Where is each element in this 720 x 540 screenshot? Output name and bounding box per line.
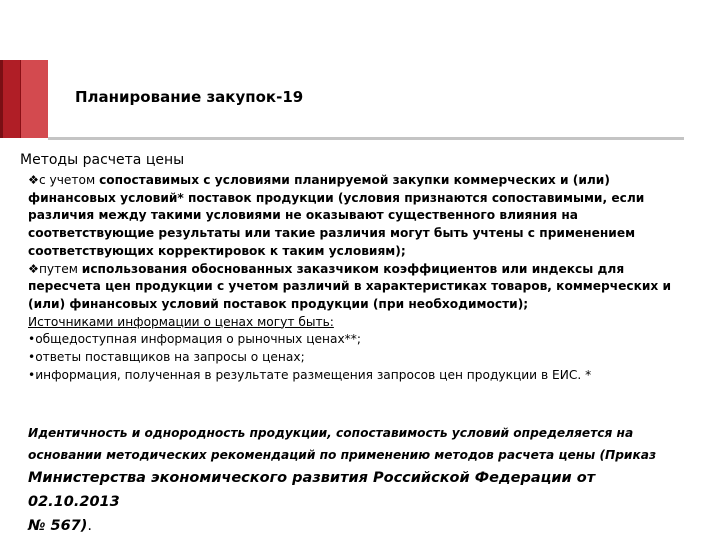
footnote-line xyxy=(28,514,688,538)
footnote-line: основании методических рекомендаций по применению методов расчета цены (Приказ xyxy=(28,448,657,462)
diamond-bullet-icon: ❖ xyxy=(28,261,39,276)
footnote xyxy=(28,422,688,538)
content-block xyxy=(28,172,698,384)
method-lead: с учетом xyxy=(38,173,100,187)
section-subtitle: Методы расчета цены xyxy=(20,152,185,168)
source-item: •информация, полученная в результате размещения запросов цен продукции в ЕИС. * xyxy=(28,367,592,382)
source-item: •общедоступная информация о рыночных ценах**; xyxy=(28,332,361,347)
diamond-bullet-icon: ❖ xyxy=(28,173,39,187)
footnote-line: Министерства экономического развития Российской Федерации от 02.10.2013 xyxy=(28,470,596,510)
footnote-end: . xyxy=(87,518,92,534)
method-text: сопоставимых с условиями планируемой закупки коммерческих и (или) финансовых условий* поставок продукции (условия признаются сопоставимыми, если различия между такими условиями не оказывают существенного влияния на соответствующие результаты или такие различия могут быть учтены с применением соответствующих корректировок к таким условиям); xyxy=(28,173,645,258)
method-text: использования обоснованных заказчиком коэффициентов или индексы для пересчета цен продукции с учетом различий в характеристиках товаров, коммерческих и (или) финансовых условий поставок продукции (при необходимости); xyxy=(28,261,672,311)
title-divider xyxy=(48,137,684,140)
method-lead: путем xyxy=(38,261,82,276)
page-title: Планирование закупок-19 xyxy=(75,88,304,106)
source-item: •ответы поставщиков на запросы о ценах; xyxy=(28,350,305,365)
footnote-order-number: № 567) xyxy=(28,518,88,534)
accent-bar xyxy=(0,60,48,138)
method-item xyxy=(28,172,698,261)
footnote-line: Идентичность и однородность продукции, сопоставимость условий определяется на xyxy=(28,426,634,440)
sources-heading: Источниками информации о ценах могут быть: xyxy=(28,314,334,329)
method-item xyxy=(28,261,698,314)
